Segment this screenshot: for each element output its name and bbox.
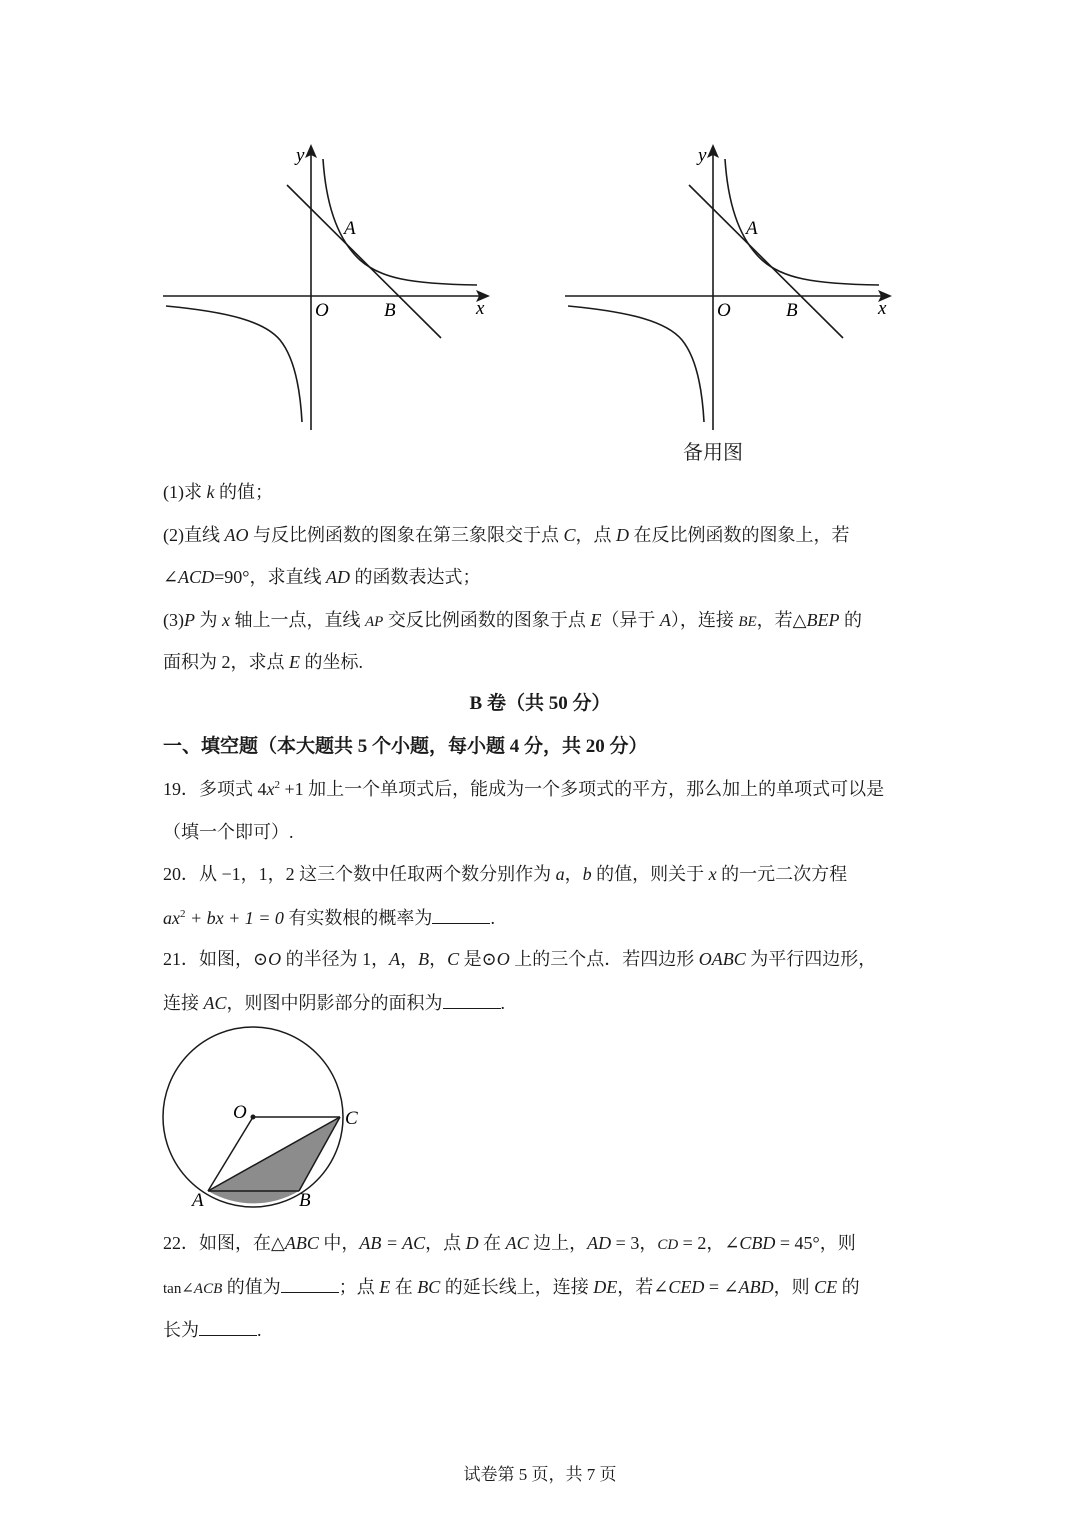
part1-heading: 一、填空题（本大题共 5 个小题，每小题 4 分，共 20 分） xyxy=(163,736,648,757)
var: x xyxy=(222,610,230,630)
text: ；点 xyxy=(338,1277,380,1297)
text: 的半径为 1， xyxy=(281,949,390,969)
text: 如图，⊙ xyxy=(199,949,269,969)
x-label: x xyxy=(878,298,887,319)
question-20-line1 xyxy=(163,862,847,886)
question-number: 21． xyxy=(163,949,199,969)
text: = 2，∠ xyxy=(678,1233,740,1253)
var: BE xyxy=(738,614,757,630)
y-label: y xyxy=(698,145,707,166)
text: ， xyxy=(429,949,448,969)
text: 的坐标. xyxy=(300,652,363,672)
q18-part2-line1 xyxy=(163,523,850,547)
text: 边上， xyxy=(528,1233,588,1253)
straight-line xyxy=(287,185,441,338)
label-c: C xyxy=(345,1108,358,1129)
text: . xyxy=(257,1320,262,1340)
text: 面积为 2，求点 xyxy=(163,652,289,672)
text: = 3， xyxy=(611,1233,658,1253)
answer-blank-2[interactable] xyxy=(199,1317,257,1336)
text: 有实数根的概率为 xyxy=(283,908,433,928)
var: A xyxy=(659,610,671,630)
origin-label: O xyxy=(315,300,329,321)
label-b: B xyxy=(299,1190,311,1211)
text: 长为 xyxy=(163,1320,199,1340)
var: a xyxy=(555,864,565,884)
text: 如图，在△ xyxy=(199,1233,285,1253)
text: =90°，求直线 xyxy=(214,567,326,587)
var: CD xyxy=(657,1237,679,1253)
section-b-title: B 卷（共 50 分） xyxy=(469,693,611,714)
var: BC xyxy=(417,1277,441,1297)
answer-blank-1[interactable] xyxy=(281,1274,339,1293)
var: P xyxy=(184,610,195,630)
text: (1)求 xyxy=(163,482,207,502)
answer-blank[interactable] xyxy=(443,990,501,1009)
text: 是⊙ xyxy=(459,949,497,969)
var: x xyxy=(266,779,275,799)
q18-part3-line2 xyxy=(163,650,363,674)
var: E xyxy=(289,652,300,672)
text: 的值； xyxy=(214,482,273,502)
var: b xyxy=(582,864,592,884)
text: = 45°，则 xyxy=(775,1233,856,1253)
text: 从 −1，1，2 这三个数中任取两个数分别作为 xyxy=(199,864,556,884)
straight-line xyxy=(689,185,843,338)
question-19-line1 xyxy=(163,777,884,801)
backup-figure-caption: 备用图 xyxy=(683,440,743,464)
origin-label: O xyxy=(717,300,731,321)
text: (2)直线 xyxy=(163,525,225,545)
graph-figure-2 xyxy=(552,130,912,440)
question-22-line2 xyxy=(163,1274,860,1301)
x-label: x xyxy=(476,298,485,319)
point-b-label: B xyxy=(786,300,798,321)
var: ABD xyxy=(738,1277,774,1297)
question-20-line2 xyxy=(163,905,495,930)
var: C xyxy=(563,525,576,545)
label-a: A xyxy=(192,1190,204,1211)
text: 为 xyxy=(195,610,222,630)
text: (3) xyxy=(163,610,184,630)
text: ，则 xyxy=(773,1277,815,1297)
question-22-line3 xyxy=(163,1317,262,1342)
var: ABC xyxy=(284,1233,319,1253)
superscript: 2 xyxy=(180,908,186,920)
var: D xyxy=(616,525,630,545)
text: 交反比例函数的图象于点 xyxy=(383,610,591,630)
var: E xyxy=(379,1277,391,1297)
question-21-line2 xyxy=(163,990,505,1015)
var: AD xyxy=(587,1233,612,1253)
y-label: y xyxy=(296,145,305,166)
text: 在 xyxy=(390,1277,418,1297)
text: 为平行四边形， xyxy=(745,949,877,969)
text: ，若△ xyxy=(756,610,807,630)
superscript: 2 xyxy=(274,779,280,791)
q18-part1 xyxy=(163,480,273,504)
var: OABC xyxy=(698,949,746,969)
question-19-line2: （填一个即可）. xyxy=(163,822,294,842)
text: 轴上一点，直线 xyxy=(230,610,365,630)
var: k xyxy=(206,482,215,502)
var: AC xyxy=(203,993,227,1013)
graph-figure-1 xyxy=(150,130,510,440)
question-number: 22． xyxy=(163,1233,199,1253)
text: 连接 xyxy=(163,993,204,1013)
q18-part3-line1 xyxy=(163,608,862,634)
text: 上的三个点．若四边形 xyxy=(509,949,699,969)
text: 的 xyxy=(839,610,862,630)
text: 中， xyxy=(318,1233,360,1253)
text: ，若∠ xyxy=(617,1277,669,1297)
var: C xyxy=(447,949,460,969)
var: BEP xyxy=(806,610,840,630)
var: E xyxy=(590,610,602,630)
text: tan∠ xyxy=(163,1281,194,1297)
var: ACB xyxy=(193,1281,223,1297)
var: O xyxy=(268,949,282,969)
text: ，点 xyxy=(425,1233,466,1253)
var: AB = AC xyxy=(359,1233,426,1253)
text: ，则图中阴影部分的面积为 xyxy=(226,993,443,1013)
hyperbola-branch-q3 xyxy=(166,306,302,422)
text: 在 xyxy=(478,1233,506,1253)
text: . xyxy=(490,908,495,928)
question-number: 19． xyxy=(163,779,199,799)
var: AC xyxy=(505,1233,529,1253)
equation: + bx + 1 = 0 xyxy=(185,908,284,928)
text: （异于 xyxy=(601,610,660,630)
q18-part2-line2 xyxy=(163,565,480,589)
text: 的值，则关于 xyxy=(591,864,709,884)
var: CED xyxy=(668,1277,705,1297)
var: B xyxy=(418,949,430,969)
text: . xyxy=(500,993,506,1013)
text: 与反比例函数的图象在第三象限交于点 xyxy=(248,525,564,545)
point-b-label: B xyxy=(384,300,396,321)
var: DE xyxy=(593,1277,618,1297)
text: ，点 xyxy=(575,525,617,545)
label-o: O xyxy=(233,1102,247,1123)
var: ACD xyxy=(178,567,215,587)
point-a-label: A xyxy=(344,218,356,239)
var: CE xyxy=(814,1277,838,1297)
text: 的值为 xyxy=(222,1277,281,1297)
var: AD xyxy=(325,567,350,587)
text: 的函数表达式； xyxy=(349,567,481,587)
var: x xyxy=(708,864,717,884)
text: ， xyxy=(564,864,583,884)
var: AP xyxy=(365,614,384,630)
text: ），连接 xyxy=(670,610,739,630)
question-22-line1 xyxy=(163,1231,856,1257)
page-footer: 试卷第 5 页，共 7 页 xyxy=(463,1465,617,1484)
var: O xyxy=(496,949,510,969)
text: ∠ xyxy=(163,567,179,587)
var: A xyxy=(389,949,401,969)
answer-blank[interactable] xyxy=(432,905,490,924)
text: = ∠ xyxy=(704,1277,739,1297)
center-dot xyxy=(251,1115,256,1120)
equation: ax xyxy=(163,908,180,928)
text: 的 xyxy=(837,1277,860,1297)
text: 多项式 4 xyxy=(199,779,267,799)
circle-figure xyxy=(150,1020,390,1220)
question-number: 20． xyxy=(163,864,199,884)
question-21-line1 xyxy=(163,947,876,971)
text: 在反比例函数的图象上，若 xyxy=(629,525,850,545)
var: D xyxy=(465,1233,479,1253)
var: AO xyxy=(224,525,249,545)
text: 的延长线上，连接 xyxy=(440,1277,594,1297)
var: CBD xyxy=(739,1233,776,1253)
text: ， xyxy=(400,949,419,969)
text: +1 加上一个单项式后，能成为一个多项式的平方，那么加上的单项式可以是 xyxy=(280,779,885,799)
point-a-label: A xyxy=(746,218,758,239)
hyperbola-branch-q3 xyxy=(568,306,704,422)
text: 的一元二次方程 xyxy=(716,864,848,884)
